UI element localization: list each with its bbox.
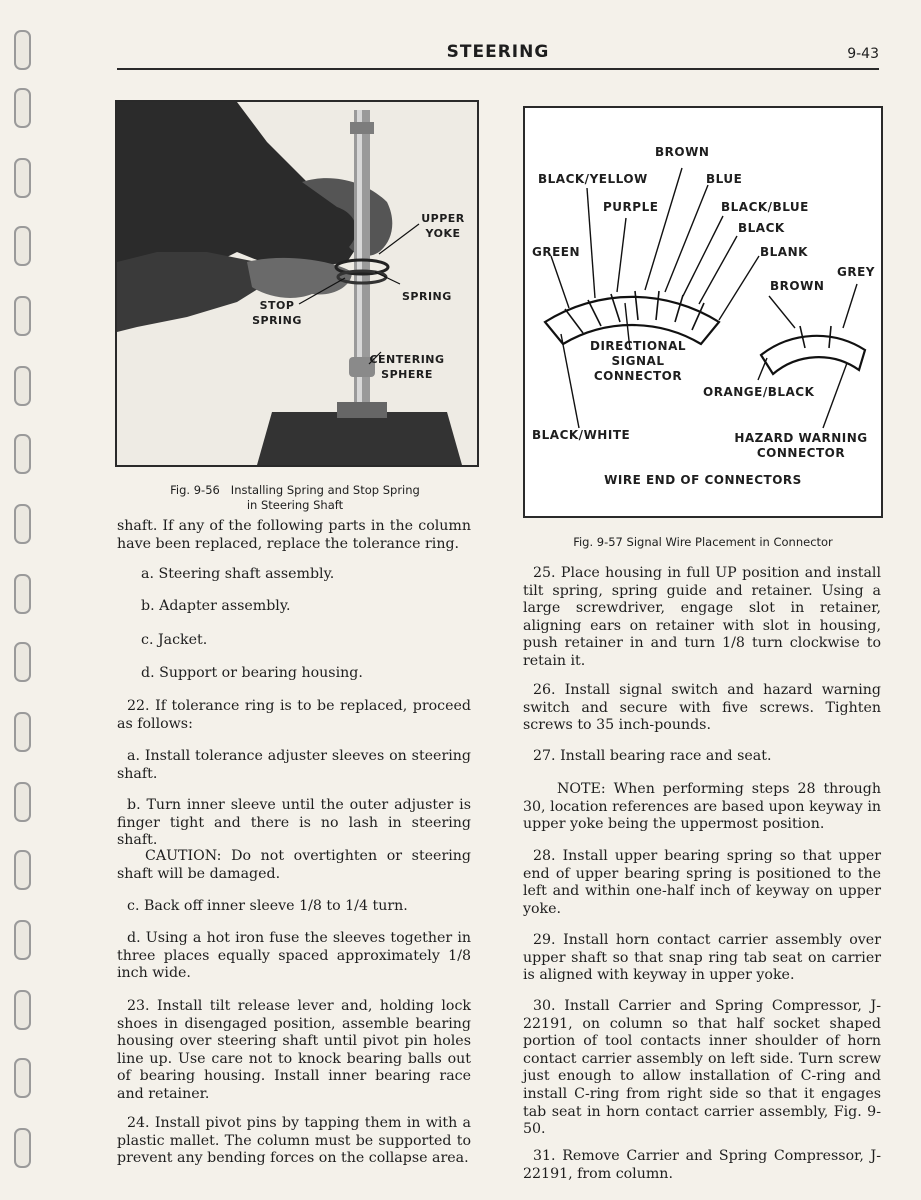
label-brown-right: BROWN [770, 279, 825, 293]
label-centering-sphere: CENTERING SPHERE [369, 353, 445, 381]
binder-hole [14, 712, 31, 752]
label-purple: PURPLE [603, 200, 659, 214]
right-paragraph: NOTE: When performing steps 28 through 30, location references are based upon keyway in upper yoke being the uppermost position. [523, 781, 881, 833]
binder-hole [14, 226, 31, 266]
left-paragraph: b. Adapter assembly. [141, 598, 291, 614]
label-blank: BLANK [760, 245, 808, 259]
binder-hole [14, 366, 31, 406]
label-green: GREEN [532, 245, 581, 259]
label-black-yellow: BLACK/YELLOW [538, 172, 648, 186]
label-grey: GREY [837, 265, 875, 279]
left-paragraph: 24. Install pivot pins by tapping them in with a plastic mallet. The column must be supported to prevent any bending forces on the collapse area. [117, 1115, 471, 1167]
binder-hole [14, 504, 31, 544]
label-brown-top: BROWN [655, 145, 710, 159]
label-upper-yoke: UPPER YOKE [421, 212, 465, 240]
binder-hole [14, 30, 31, 70]
right-paragraph: 26. Install signal switch and hazard warning switch and secure with five screws. Tighten screws to 35 inch-pounds. [523, 682, 881, 734]
label-directional-signal-connector: DIRECTIONAL SIGNAL CONNECTOR [590, 339, 686, 383]
left-paragraph: a. Install tolerance adjuster sleeves on steering shaft. [117, 748, 471, 782]
binder-hole [14, 782, 31, 822]
left-paragraph: shaft. If any of the following parts in the column have been replaced, replace the tolerance ring. [117, 518, 471, 552]
binder-hole [14, 434, 31, 474]
right-paragraph: 27. Install bearing race and seat. [533, 748, 772, 764]
label-spring: SPRING [402, 290, 452, 303]
left-paragraph: 22. If tolerance ring is to be replaced, proceed as follows: [117, 698, 471, 732]
label-orange-black: ORANGE/BLACK [703, 385, 815, 399]
binder-holes [0, 0, 55, 1200]
binder-hole [14, 920, 31, 960]
binder-hole [14, 88, 31, 128]
label-black-blue: BLACK/BLUE [721, 200, 809, 214]
left-paragraph: 23. Install tilt release lever and, holding lock shoes in disengaged position, assemble bearing housing over steering shaft until pivot pin holes line up. Use care not to knock bearing balls out of bearing housing. Install inner bearing race and retainer. [117, 998, 471, 1102]
figure-9-56-caption: Fig. 9-56 Installing Spring and Stop Spring in Steering Shaft [170, 483, 420, 512]
binder-hole [14, 296, 31, 336]
binder-hole [14, 990, 31, 1030]
binder-hole [14, 574, 31, 614]
right-paragraph: 31. Remove Carrier and Spring Compressor, J-22191, from column. [523, 1148, 881, 1182]
label-blue: BLUE [706, 172, 743, 186]
label-wire-end: WIRE END OF CONNECTORS [604, 473, 802, 487]
binder-hole [14, 1058, 31, 1098]
label-black: BLACK [738, 221, 785, 235]
right-paragraph: 29. Install horn contact carrier assembly over upper shaft so that snap ring tab seat on carrier is aligned with keyway in upper yoke. [523, 932, 881, 984]
left-paragraph: CAUTION: Do not overtighten or steering shaft will be damaged. [117, 848, 471, 882]
binder-hole [14, 850, 31, 890]
page-header [117, 40, 879, 70]
figure-9-56 [115, 100, 479, 467]
left-paragraph: d. Support or bearing housing. [141, 665, 363, 681]
right-paragraph: 28. Install upper bearing spring so that upper end of upper bearing spring is positioned to the left and within one-half inch of keyway on upper yoke. [523, 848, 881, 917]
figure-9-57-caption: Fig. 9-57 Signal Wire Placement in Connector [573, 535, 833, 549]
page-number: 9-43 [847, 46, 879, 62]
left-paragraph: c. Jacket. [141, 632, 208, 648]
steering-shaft-photo [117, 102, 477, 465]
binder-hole [14, 642, 31, 682]
label-stop-spring: STOP SPRING [252, 299, 302, 327]
left-paragraph: a. Steering shaft assembly. [141, 566, 335, 582]
right-paragraph: 30. Install Carrier and Spring Compressor, J-22191, on column so that half socket shaped portion of tool contacts inner shoulder of horn contact carrier assembly on left side. Turn screw just enough to allow installation of C-ring and install C-ring from right side so that it engages tab seat in horn contact carrier assembly, Fig. 9-50. [523, 998, 881, 1138]
page-title: STEERING [446, 42, 550, 62]
label-black-white: BLACK/WHITE [532, 428, 631, 442]
right-paragraph: 25. Place housing in full UP position and install tilt spring, spring guide and retainer. Using a large screwdriver, engage slot in retainer, aligning ears on retainer with slot in housing, push retainer in and turn 1/8 turn clockwise to retain it. [523, 565, 881, 669]
figure-9-57 [523, 106, 883, 518]
label-hazard-warning-connector: HAZARD WARNING CONNECTOR [734, 431, 868, 460]
binder-hole [14, 158, 31, 198]
left-paragraph: d. Using a hot iron fuse the sleeves together in three places equally spaced approximately 1/8 inch wide. [117, 930, 471, 982]
binder-hole [14, 1128, 31, 1168]
left-paragraph: c. Back off inner sleeve 1/8 to 1/4 turn. [127, 898, 408, 914]
left-paragraph: b. Turn inner sleeve until the outer adjuster is finger tight and there is no lash in steering shaft. [117, 797, 471, 849]
